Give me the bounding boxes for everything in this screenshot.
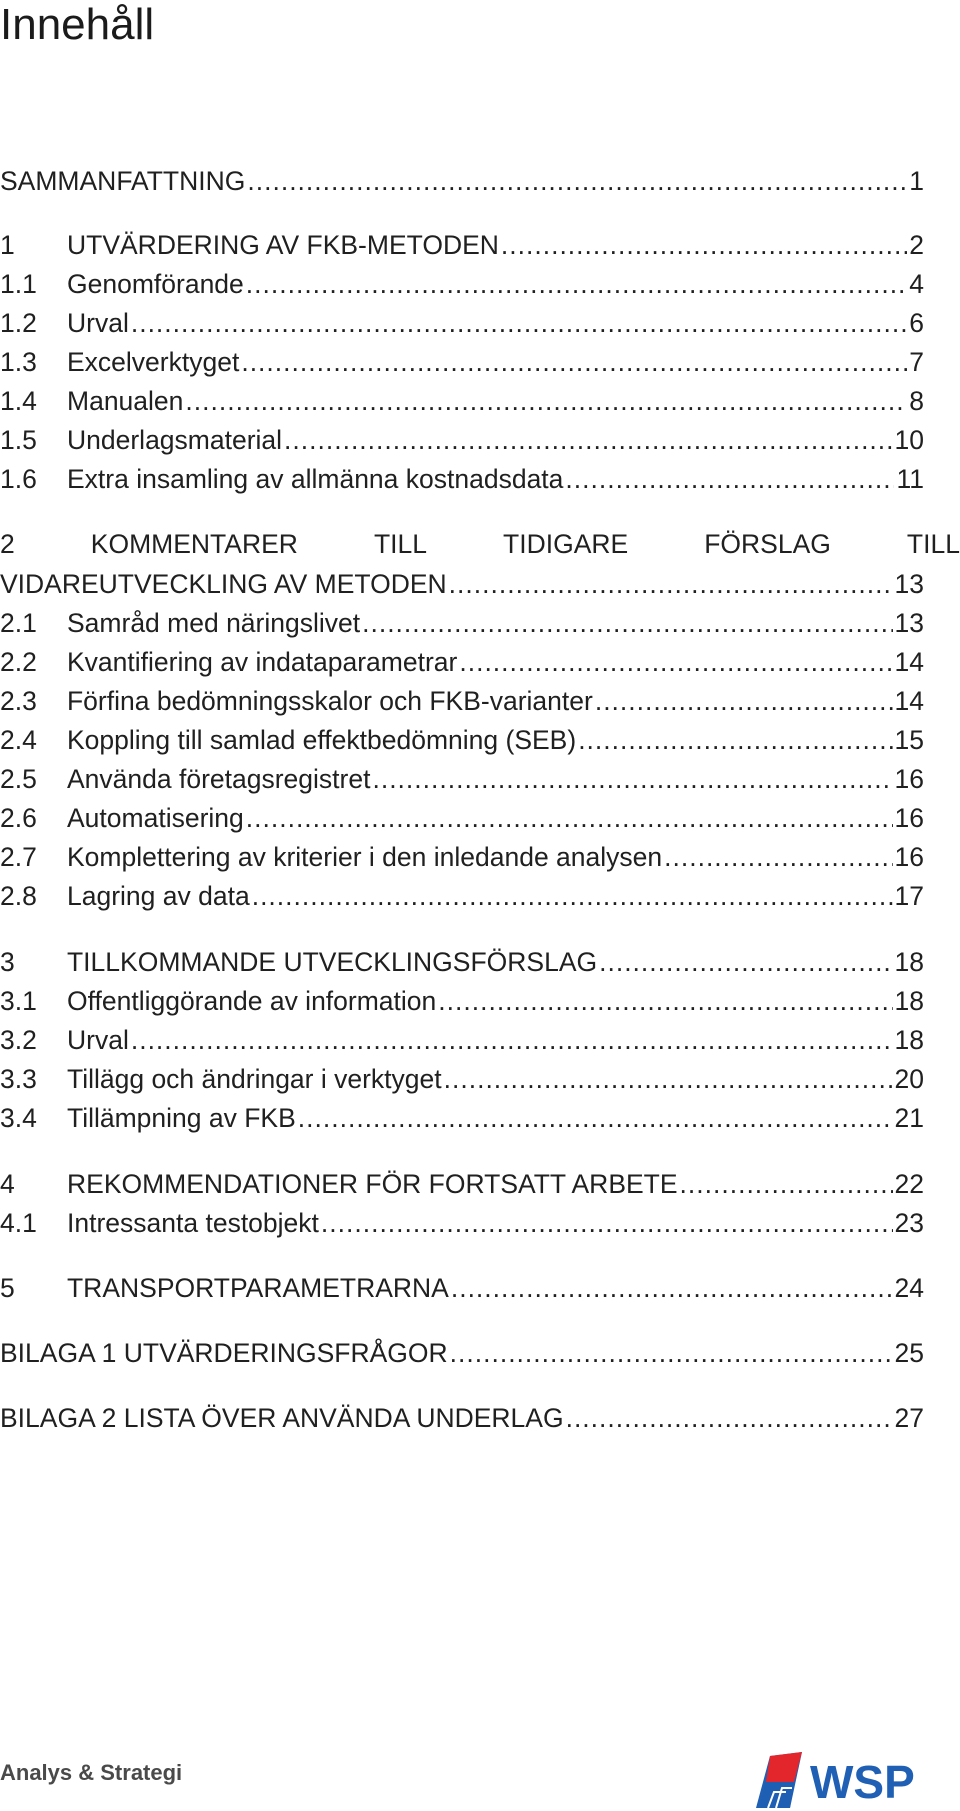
toc-page-number: 13 bbox=[894, 608, 924, 638]
toc-page-number: 2 bbox=[909, 230, 924, 260]
toc-entry-2-1[interactable] bbox=[0, 606, 924, 640]
toc-page-number: 17 bbox=[894, 881, 924, 911]
toc-section-number: 1 bbox=[0, 230, 15, 260]
toc-heading-word: TILL bbox=[906, 529, 960, 559]
toc-entry-5[interactable] bbox=[0, 1271, 924, 1305]
dot-leader bbox=[565, 462, 894, 496]
toc-entry-1[interactable] bbox=[0, 228, 924, 262]
toc-page-number: 16 bbox=[894, 764, 924, 794]
toc-page-number: 22 bbox=[894, 1169, 924, 1199]
toc-entry-text: Komplettering av kriterier i den inledande analysen bbox=[67, 842, 663, 872]
toc-section-number: 3.4 bbox=[0, 1103, 37, 1133]
dot-leader bbox=[449, 567, 893, 601]
toc-heading-word: TIDIGARE bbox=[503, 529, 629, 559]
toc-entry-appendix-1[interactable] bbox=[0, 1336, 924, 1370]
toc-entry-2-8[interactable] bbox=[0, 879, 924, 913]
toc-entry-text: Samråd med näringslivet bbox=[67, 608, 361, 638]
dot-leader bbox=[247, 164, 907, 198]
toc-entry-2-7[interactable] bbox=[0, 840, 924, 874]
toc-entry-1-1[interactable] bbox=[0, 267, 924, 301]
dot-leader bbox=[246, 801, 893, 835]
toc-entry-2-line2[interactable] bbox=[0, 567, 924, 601]
toc-page-number: 18 bbox=[894, 947, 924, 977]
dot-leader bbox=[444, 1062, 893, 1096]
logo-text: WSP bbox=[810, 1756, 915, 1808]
toc-page-number: 18 bbox=[894, 1025, 924, 1055]
toc-entry-3-3[interactable] bbox=[0, 1062, 924, 1096]
logo-red-shape-icon bbox=[766, 1752, 802, 1782]
toc-page-number: 25 bbox=[894, 1338, 924, 1368]
dot-leader bbox=[252, 879, 893, 913]
toc-page-number: 24 bbox=[894, 1273, 924, 1303]
toc-page-number: 16 bbox=[894, 803, 924, 833]
toc-entry-summary[interactable] bbox=[0, 164, 924, 198]
dot-leader bbox=[321, 1206, 893, 1240]
toc-section-number: 4.1 bbox=[0, 1208, 37, 1238]
toc-entry-text: Underlagsmaterial bbox=[67, 425, 283, 455]
toc-entry-text: Kvantifiering av indataparametrar bbox=[67, 647, 458, 677]
toc-entry-text: UTVÄRDERING AV FKB-METODEN bbox=[67, 230, 499, 260]
toc-entry-2-6[interactable] bbox=[0, 801, 924, 835]
toc-entry-3-1[interactable] bbox=[0, 984, 924, 1018]
dot-leader bbox=[501, 228, 907, 262]
dot-leader bbox=[131, 306, 907, 340]
toc-heading-word: KOMMENTARER bbox=[90, 529, 298, 559]
toc-entry-1-5[interactable] bbox=[0, 423, 924, 457]
toc-section-number: 1.2 bbox=[0, 308, 37, 338]
toc-page-number: 14 bbox=[894, 647, 924, 677]
toc-entry-text: VIDAREUTVECKLING AV METODEN bbox=[0, 569, 447, 599]
toc-entry-text: SAMMANFATTNING bbox=[0, 166, 246, 196]
toc-entry-4[interactable] bbox=[0, 1167, 924, 1201]
toc-section-number: 2.4 bbox=[0, 725, 37, 755]
toc-entry-2-2[interactable] bbox=[0, 645, 924, 679]
toc-page-number: 11 bbox=[896, 464, 924, 494]
toc-section-number: 3.2 bbox=[0, 1025, 37, 1055]
page-title: Innehåll bbox=[0, 0, 155, 49]
toc-entry-text: TILLKOMMANDE UTVECKLINGSFÖRSLAG bbox=[67, 947, 598, 977]
toc-entry-1-6[interactable] bbox=[0, 462, 924, 496]
toc-entry-text: Urval bbox=[67, 308, 129, 338]
toc-entry-3[interactable] bbox=[0, 945, 924, 979]
toc-entry-text: Använda företagsregistret bbox=[67, 764, 371, 794]
toc-entry-text: Offentliggörande av information bbox=[67, 986, 437, 1016]
toc-heading-word: TILL bbox=[373, 529, 427, 559]
toc-entry-text: Excelverktyget bbox=[67, 347, 240, 377]
dot-leader bbox=[246, 267, 907, 301]
toc-section-number: 2.3 bbox=[0, 686, 37, 716]
toc-section-number: 1.6 bbox=[0, 464, 37, 494]
dot-leader bbox=[599, 945, 892, 979]
footer-org-name: Analys & Strategi bbox=[0, 1760, 183, 1785]
toc-entry-3-2[interactable] bbox=[0, 1023, 924, 1057]
dot-leader bbox=[131, 1023, 893, 1057]
toc-page-number: 7 bbox=[909, 347, 924, 377]
dot-leader bbox=[459, 645, 892, 679]
toc-entry-text: Intressanta testobjekt bbox=[67, 1208, 319, 1238]
toc-page-number: 21 bbox=[894, 1103, 924, 1133]
dot-leader bbox=[372, 762, 892, 796]
toc-page-number: 20 bbox=[894, 1064, 924, 1094]
toc-entry-appendix-2[interactable] bbox=[0, 1401, 924, 1435]
toc-section-number: 2 bbox=[0, 529, 15, 559]
toc-entry-text: Tillägg och ändringar i verktyget bbox=[67, 1064, 442, 1094]
toc-section-number: 3 bbox=[0, 947, 15, 977]
toc-entry-2-line1[interactable] bbox=[0, 527, 960, 561]
dot-leader bbox=[362, 606, 892, 640]
wsp-logo bbox=[756, 1752, 940, 1808]
toc-entry-text: Tillämpning av FKB bbox=[67, 1103, 296, 1133]
dot-leader bbox=[241, 345, 907, 379]
toc-page-number: 6 bbox=[909, 308, 924, 338]
toc-section-number: 2.8 bbox=[0, 881, 37, 911]
toc-page-number: 13 bbox=[894, 569, 924, 599]
toc-section-number: 5 bbox=[0, 1273, 15, 1303]
dot-leader bbox=[680, 1167, 893, 1201]
toc-page-number: 10 bbox=[894, 425, 924, 455]
dot-leader bbox=[595, 684, 893, 718]
dot-leader bbox=[298, 1101, 893, 1135]
toc-section-number: 3.3 bbox=[0, 1064, 37, 1094]
toc-entry-text: Urval bbox=[67, 1025, 129, 1055]
dot-leader bbox=[566, 1401, 893, 1435]
toc-entry-3-4[interactable] bbox=[0, 1101, 924, 1135]
toc-page-number: 16 bbox=[894, 842, 924, 872]
toc-entry-text: Extra insamling av allmänna kostnadsdata bbox=[67, 464, 564, 494]
toc-entry-2-4[interactable] bbox=[0, 723, 924, 757]
toc-entry-text: Koppling till samlad effektbedömning (SEB) bbox=[67, 725, 577, 755]
dot-leader bbox=[450, 1336, 893, 1370]
toc-entry-text: Manualen bbox=[67, 386, 184, 416]
toc-section-number: 2.1 bbox=[0, 608, 37, 638]
toc-section-number: 2.6 bbox=[0, 803, 37, 833]
toc-page-number: 27 bbox=[894, 1403, 924, 1433]
toc-entry-1-4[interactable] bbox=[0, 384, 924, 418]
toc-entry-text: Förfina bedömningsskalor och FKB-varianter bbox=[67, 686, 593, 716]
dot-leader bbox=[185, 384, 907, 418]
toc-heading-word: FÖRSLAG bbox=[704, 529, 831, 559]
toc-entry-text: TRANSPORTPARAMETRARNA bbox=[67, 1273, 449, 1303]
toc-entry-4-1[interactable] bbox=[0, 1206, 924, 1240]
toc-section-number: 1.4 bbox=[0, 386, 37, 416]
toc-entry-1-3[interactable] bbox=[0, 345, 924, 379]
dot-leader bbox=[438, 984, 892, 1018]
toc-section-number: 1.3 bbox=[0, 347, 37, 377]
toc-entry-text: BILAGA 1 UTVÄRDERINGSFRÅGOR bbox=[0, 1338, 448, 1368]
toc-entry-2-5[interactable] bbox=[0, 762, 924, 796]
toc-section-number: 2.5 bbox=[0, 764, 37, 794]
toc-section-number: 3.1 bbox=[0, 986, 37, 1016]
toc-entry-text: BILAGA 2 LISTA ÖVER ANVÄNDA UNDERLAG bbox=[0, 1403, 564, 1433]
toc-section-number: 2.2 bbox=[0, 647, 37, 677]
toc-entry-2-3[interactable] bbox=[0, 684, 924, 718]
toc-page-number: 18 bbox=[894, 986, 924, 1016]
toc-page-number: 23 bbox=[894, 1208, 924, 1238]
toc-entry-text: Automatisering bbox=[67, 803, 244, 833]
toc-section-number: 2.7 bbox=[0, 842, 37, 872]
dot-leader bbox=[664, 840, 892, 874]
toc-entry-1-2[interactable] bbox=[0, 306, 924, 340]
toc-section-number: 1.1 bbox=[0, 269, 37, 299]
toc-entry-text: Lagring av data bbox=[67, 881, 250, 911]
dot-leader bbox=[578, 723, 892, 757]
toc-section-number: 4 bbox=[0, 1169, 15, 1199]
dot-leader bbox=[284, 423, 892, 457]
toc-page-number: 8 bbox=[909, 386, 924, 416]
toc-page-number: 15 bbox=[894, 725, 924, 755]
toc-page-number: 4 bbox=[909, 269, 924, 299]
toc-page-number: 1 bbox=[909, 166, 924, 196]
toc-entry-text: Genomförande bbox=[67, 269, 244, 299]
dot-leader bbox=[451, 1271, 893, 1305]
toc-entry-text: REKOMMENDATIONER FÖR FORTSATT ARBETE bbox=[67, 1169, 678, 1199]
toc-page-number: 14 bbox=[894, 686, 924, 716]
toc-section-number: 1.5 bbox=[0, 425, 37, 455]
